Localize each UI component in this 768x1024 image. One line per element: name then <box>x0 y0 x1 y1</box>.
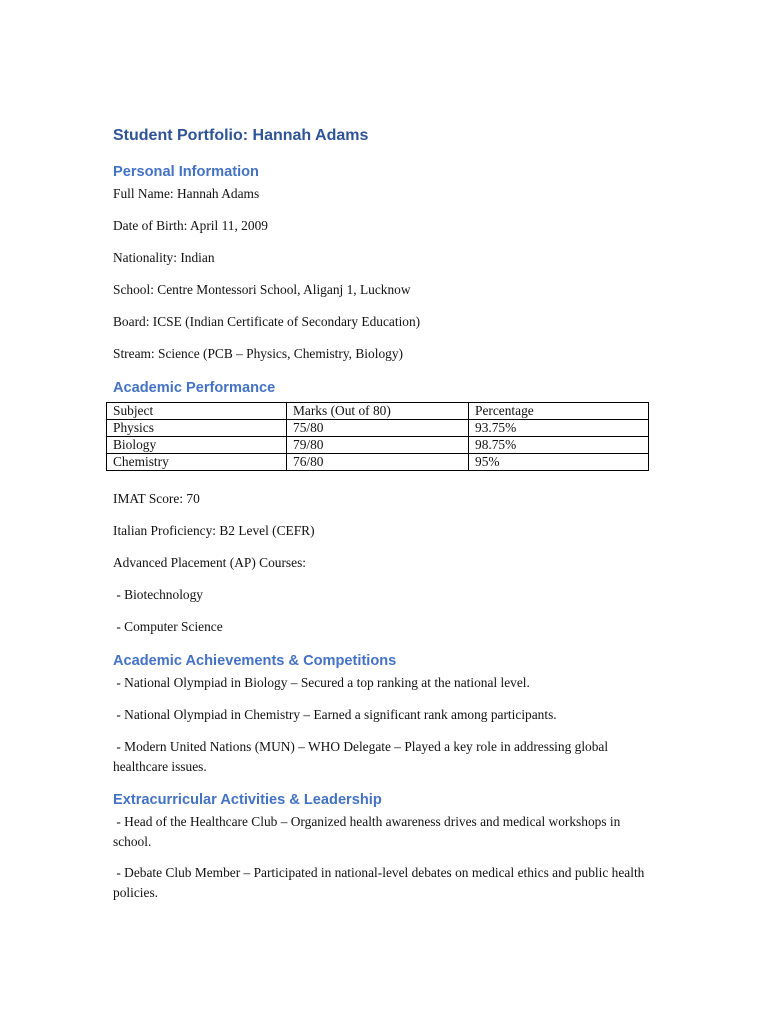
achievement-item: - Modern United Nations (MUN) – WHO Delegate – Played a key role in addressing global healthcare issues. <box>113 739 612 774</box>
table-header-cell: Percentage <box>469 403 649 420</box>
table-cell: 75/80 <box>287 420 469 437</box>
achievement-item: - National Olympiad in Biology – Secured a top ranking at the national level. <box>113 675 530 690</box>
table-row <box>107 420 649 437</box>
extracurricular-item: - Head of the Healthcare Club – Organized health awareness drives and medical workshops in school. <box>113 814 624 849</box>
table-row <box>107 454 649 471</box>
nationality-line: Nationality: Indian <box>113 250 215 265</box>
page-title-block <box>113 124 653 148</box>
table-row <box>107 437 649 454</box>
imat-score-line: IMAT Score: 70 <box>113 491 200 506</box>
table-cell: 98.75% <box>469 437 649 454</box>
extracurricular-2-block <box>113 863 653 903</box>
table-cell: 76/80 <box>287 454 469 471</box>
italian-proficiency-line: Italian Proficiency: B2 Level (CEFR) <box>113 523 315 538</box>
school-block <box>113 280 653 300</box>
ap-course-item: - Computer Science <box>113 619 223 634</box>
achievement-2-block <box>113 705 653 725</box>
extracurricular-1-block <box>113 812 653 852</box>
stream-block <box>113 344 653 364</box>
table-cell: 93.75% <box>469 420 649 437</box>
table-cell: 79/80 <box>287 437 469 454</box>
stream-line: Stream: Science (PCB – Physics, Chemistry, Biology) <box>113 346 403 361</box>
table-cell: Physics <box>107 420 287 437</box>
page-title: Student Portfolio: Hannah Adams <box>113 127 369 144</box>
full-name-block <box>113 184 653 204</box>
italian-block <box>113 521 653 541</box>
extracurricular-item: - Debate Club Member – Participated in national-level debates on medical ethics and public health policies. <box>113 865 648 900</box>
ap-course-2-block <box>113 617 653 637</box>
table-cell: 95% <box>469 454 649 471</box>
nationality-block <box>113 248 653 268</box>
achievements-heading-block <box>113 651 653 671</box>
board-block <box>113 312 653 332</box>
achievement-3-block <box>113 737 653 777</box>
academic-performance-heading: Academic Performance <box>113 380 276 396</box>
full-name-line: Full Name: Hannah Adams <box>113 186 260 201</box>
date-of-birth-line: Date of Birth: April 11, 2009 <box>113 218 268 233</box>
achievement-1-block <box>113 673 653 693</box>
table-header-cell: Subject <box>107 403 287 420</box>
table-header-row <box>107 403 649 420</box>
table-cell: Chemistry <box>107 454 287 471</box>
ap-heading-block <box>113 553 653 573</box>
imat-block <box>113 489 653 509</box>
marks-table <box>106 402 649 471</box>
ap-courses-label: Advanced Placement (AP) Courses: <box>113 555 307 570</box>
table-header-cell: Marks (Out of 80) <box>287 403 469 420</box>
personal-heading-block <box>113 162 653 182</box>
personal-information-heading: Personal Information <box>113 164 259 180</box>
table-cell: Biology <box>107 437 287 454</box>
achievements-heading: Academic Achievements & Competitions <box>113 653 397 669</box>
extracurricular-heading: Extracurricular Activities & Leadership <box>113 792 382 808</box>
ap-course-item: - Biotechnology <box>113 587 204 602</box>
school-line: School: Centre Montessori School, Aliganj 1, Lucknow <box>113 282 411 297</box>
extracurricular-heading-block <box>113 790 653 810</box>
ap-course-1-block <box>113 585 653 605</box>
achievement-item: - National Olympiad in Chemistry – Earned a significant rank among participants. <box>113 707 557 722</box>
board-line: Board: ICSE (Indian Certificate of Secondary Education) <box>113 314 421 329</box>
academic-heading-block <box>113 378 653 398</box>
dob-block <box>113 216 653 236</box>
